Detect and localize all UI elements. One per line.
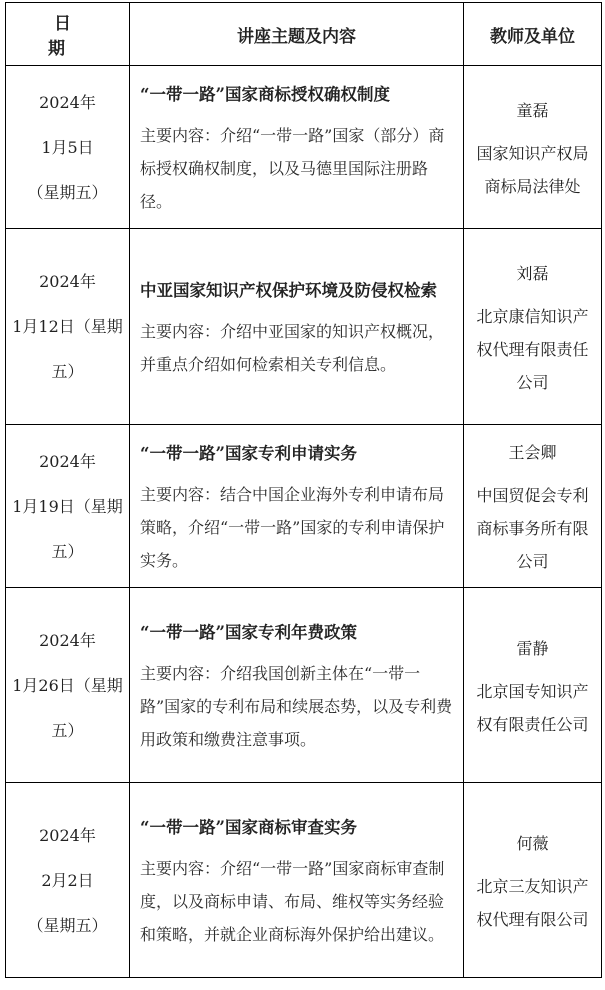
- table-row: [6, 66, 602, 229]
- header-date: 日 期: [6, 3, 130, 66]
- teacher-name: 王会卿: [508, 443, 557, 462]
- lecture-title: “一带一路”国家专利年费政策: [140, 622, 357, 642]
- date-line: 2月2日: [41, 870, 94, 890]
- table-row: [6, 783, 602, 978]
- teacher-organization: 北京三友知识产权代理有限公司: [476, 876, 589, 929]
- date-line: 2024年: [39, 272, 96, 291]
- date-line: 2024年: [39, 825, 96, 845]
- topic-cell: [130, 229, 464, 425]
- date-cell: [6, 783, 130, 978]
- topic-cell: [130, 66, 464, 229]
- date-cell: [6, 229, 130, 425]
- topic-cell: [130, 783, 464, 978]
- lecture-content: 主要内容：介绍中亚国家的知识产权概况，并重点介绍如何检索相关专利信息。: [140, 321, 445, 374]
- topic-cell: [130, 425, 464, 588]
- lecture-content: 主要内容：介绍“一带一路”国家商标审查制度，以及商标申请、布局、维权等实务经验和策略，并就企业商标海外保护给出建议。: [140, 858, 445, 944]
- lecture-content: 主要内容：介绍我国创新主体在“一带一路”国家的专利布局和续展态势，以及专利费用政策和缴费注意事项。: [140, 663, 453, 749]
- lecture-schedule-table: [5, 2, 602, 978]
- teacher-cell: [464, 588, 602, 783]
- lecture-title: “一带一路”国家商标授权确权制度: [140, 84, 390, 104]
- date-line: 2024年: [39, 451, 96, 471]
- header-topic: 讲座主题及内容: [130, 3, 464, 66]
- header-row: [6, 3, 602, 66]
- lecture-content: 主要内容：介绍“一带一路”国家（部分）商标授权确权制度，以及马德里国际注册路径。: [140, 125, 445, 211]
- table-row: [6, 425, 602, 588]
- teacher-name: 雷静: [516, 638, 549, 658]
- date-line: 1月19日（星期五）: [12, 496, 123, 561]
- teacher-cell: [464, 229, 602, 425]
- teacher-cell: [464, 66, 602, 229]
- teacher-organization: 北京国专知识产权有限责任公司: [476, 681, 589, 734]
- lecture-content: 主要内容：结合中国企业海外专利申请布局策略，介绍“一带一路”国家的专利申请保护实务。: [140, 484, 445, 570]
- teacher-cell: [464, 425, 602, 588]
- date-cell: [6, 588, 130, 783]
- teacher-cell: [464, 783, 602, 978]
- date-line: 2024年: [39, 92, 96, 112]
- teacher-name: 童磊: [516, 100, 549, 120]
- header-teacher: 教师及单位: [464, 3, 602, 66]
- date-line: （星期五）: [27, 182, 108, 202]
- date-line: 1月12日（星期五）: [12, 317, 123, 381]
- table-row: [6, 229, 602, 425]
- lecture-title: “一带一路”国家专利申请实务: [140, 443, 357, 463]
- lecture-title: “一带一路”国家商标审查实务: [140, 817, 357, 837]
- teacher-name: 刘磊: [516, 263, 549, 283]
- teacher-organization: 中国贸促会专利商标事务所有限公司: [476, 486, 589, 571]
- teacher-organization: 国家知识产权局商标局法律处: [476, 143, 589, 196]
- date-line: （星期五）: [27, 915, 108, 935]
- lecture-title: 中亚国家知识产权保护环境及防侵权检索: [140, 280, 437, 300]
- date-cell: [6, 66, 130, 229]
- topic-cell: [130, 588, 464, 783]
- date-line: 1月5日: [41, 137, 94, 157]
- table-row: [6, 588, 602, 783]
- teacher-organization: 北京康信知识产权代理有限责任公司: [476, 306, 589, 392]
- date-line: 1月26日（星期五）: [12, 675, 123, 740]
- teacher-name: 何薇: [516, 833, 549, 853]
- date-cell: [6, 425, 130, 588]
- date-line: 2024年: [39, 630, 96, 650]
